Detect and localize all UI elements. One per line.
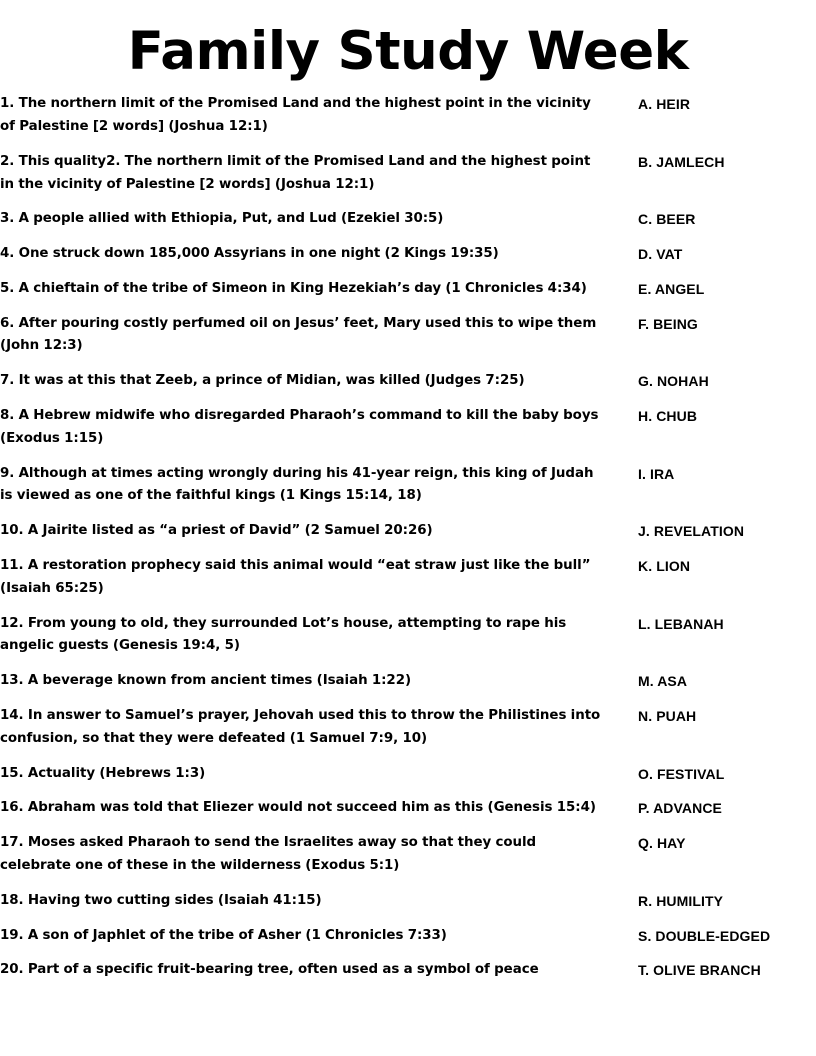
answer-cell [638, 151, 816, 209]
answer-cell [638, 832, 816, 890]
quiz-row [0, 520, 816, 555]
clue-text: 9. Although at times acting wrongly during his 41-year reign, this king of Judah is viewed as one of the faithful kings (1 Kings 15:14, 18) [0, 465, 594, 504]
clue-text: 17. Moses asked Pharaoh to send the Israelites away so that they could celebrate one of these in the wilderness (Exodus 5:1) [0, 835, 537, 874]
answer-cell [638, 613, 816, 671]
clue-text: 8. A Hebrew midwife who disregarded Pharaoh’s command to kill the baby boys (Exodus 1:15) [0, 408, 599, 446]
clue-cell [0, 463, 638, 521]
clue-cell [0, 555, 638, 613]
quiz-row [0, 832, 816, 890]
quiz-row [0, 925, 816, 960]
answer-cell [638, 463, 816, 521]
answer-option: T. OLIVE BRANCH [638, 962, 761, 979]
clue-cell [0, 278, 638, 313]
clue-cell [0, 705, 638, 763]
clue-cell [0, 520, 638, 555]
clue-cell [0, 925, 638, 960]
quiz-row [0, 763, 816, 798]
quiz-row [0, 670, 816, 705]
answer-cell [638, 959, 816, 994]
quiz-row [0, 313, 816, 371]
answer-cell [638, 278, 816, 313]
answer-cell [638, 797, 816, 832]
answer-option: C. BEER [638, 211, 696, 228]
answer-option: Q. HAY [638, 835, 686, 852]
clue-text: 2. This quality2. The northern limit of the Promised Land and the highest point in the vicinity of Palestine [2 words] (Joshua 12:1) [0, 153, 591, 192]
clue-cell [0, 151, 638, 209]
answer-option: A. HEIR [638, 96, 691, 113]
answer-option: E. ANGEL [638, 280, 705, 297]
clue-cell [0, 959, 638, 994]
clue-text: 4. One struck down 185,000 Assyrians in one night (2 Kings 19:35) [0, 246, 499, 262]
clue-text: 13. A beverage known from ancient times (Isaiah 1:22) [0, 673, 412, 689]
quiz-row [0, 243, 816, 278]
clue-text: 14. In answer to Samuel’s prayer, Jehovah used this to throw the Philistines into confusion, so that they were defeated (1 Samuel 7:9, 10) [0, 708, 601, 746]
answer-cell [638, 520, 816, 555]
clue-cell [0, 890, 638, 925]
quiz-table-body [0, 93, 816, 994]
clue-cell [0, 797, 638, 832]
quiz-row [0, 463, 816, 521]
clue-text: 12. From young to old, they surrounded Lot’s house, attempting to rape his angelic guests (Genesis 19:4, 5) [0, 615, 567, 654]
clue-cell [0, 243, 638, 278]
answer-cell [638, 313, 816, 371]
clue-text: 5. A chieftain of the tribe of Simeon in King Hezekiah’s day (1 Chronicles 4:34) [0, 280, 587, 296]
clue-cell [0, 313, 638, 371]
quiz-row [0, 278, 816, 313]
clue-text: 3. A people allied with Ethiopia, Put, and Lud (Ezekiel 30:5) [0, 211, 444, 227]
answer-cell [638, 925, 816, 960]
answer-option: B. JAMLECH [638, 153, 725, 170]
quiz-row [0, 705, 816, 763]
quiz-row [0, 555, 816, 613]
answer-option: K. LION [638, 558, 691, 575]
answer-cell [638, 243, 816, 278]
clue-text: 1. The northern limit of the Promised Land and the highest point in the vicinity of Palestine [2 words] (Joshua 12:1) [0, 96, 591, 134]
quiz-row [0, 208, 816, 243]
clue-text: 19. A son of Japhlet of the tribe of Asher (1 Chronicles 7:33) [0, 927, 447, 943]
answer-option: S. DOUBLE-EDGED [638, 927, 771, 944]
clue-text: 15. Actuality (Hebrews 1:3) [0, 765, 206, 781]
clue-cell [0, 670, 638, 705]
answer-option: N. PUAH [638, 708, 697, 725]
clue-text: 16. Abraham was told that Eliezer would not succeed him as this (Genesis 15:4) [0, 800, 596, 816]
clue-cell [0, 613, 638, 671]
answer-cell [638, 890, 816, 925]
answer-option: J. REVELATION [638, 523, 745, 540]
answer-option: D. VAT [638, 246, 683, 263]
clue-text: 11. A restoration prophecy said this animal would “eat straw just like the bull” (Isaiah 65:25) [0, 558, 591, 596]
clue-cell [0, 832, 638, 890]
answer-cell [638, 763, 816, 798]
quiz-row [0, 613, 816, 671]
quiz-row [0, 151, 816, 209]
answer-option: M. ASA [638, 673, 688, 690]
clue-cell [0, 208, 638, 243]
answer-cell [638, 370, 816, 405]
page-title: Family Study Week [127, 21, 689, 82]
answer-cell [638, 208, 816, 243]
quiz-row [0, 405, 816, 463]
clue-cell [0, 405, 638, 463]
clue-cell [0, 370, 638, 405]
answer-option: L. LEBANAH [638, 615, 724, 632]
quiz-row [0, 959, 816, 994]
clue-text: 18. Having two cutting sides (Isaiah 41:15) [0, 892, 322, 908]
answer-option: F. BEING [638, 315, 698, 332]
answer-cell [638, 405, 816, 463]
quiz-matching-table [0, 93, 816, 994]
answer-option: P. ADVANCE [638, 800, 722, 817]
clue-cell [0, 763, 638, 798]
quiz-row [0, 93, 816, 151]
answer-cell [638, 555, 816, 613]
answer-option: G. NOHAH [638, 373, 709, 390]
quiz-row [0, 797, 816, 832]
clue-text: 7. It was at this that Zeeb, a prince of Midian, was killed (Judges 7:25) [0, 373, 525, 389]
answer-option: R. HUMILITY [638, 892, 724, 909]
answer-cell [638, 93, 816, 151]
clue-cell [0, 93, 638, 151]
answer-option: I. IRA [638, 465, 675, 482]
answer-option: O. FESTIVAL [638, 765, 725, 782]
clue-text: 20. Part of a specific fruit-bearing tree, often used as a symbol of peace [0, 962, 539, 978]
answer-option: H. CHUB [638, 408, 698, 425]
clue-text: 10. A Jairite listed as “a priest of David” (2 Samuel 20:26) [0, 523, 433, 539]
clue-text: 6. After pouring costly perfumed oil on Jesus’ feet, Mary used this to wipe them (John 12:3) [0, 315, 597, 354]
quiz-row [0, 890, 816, 925]
answer-cell [638, 705, 816, 763]
answer-cell [638, 670, 816, 705]
quiz-row [0, 370, 816, 405]
